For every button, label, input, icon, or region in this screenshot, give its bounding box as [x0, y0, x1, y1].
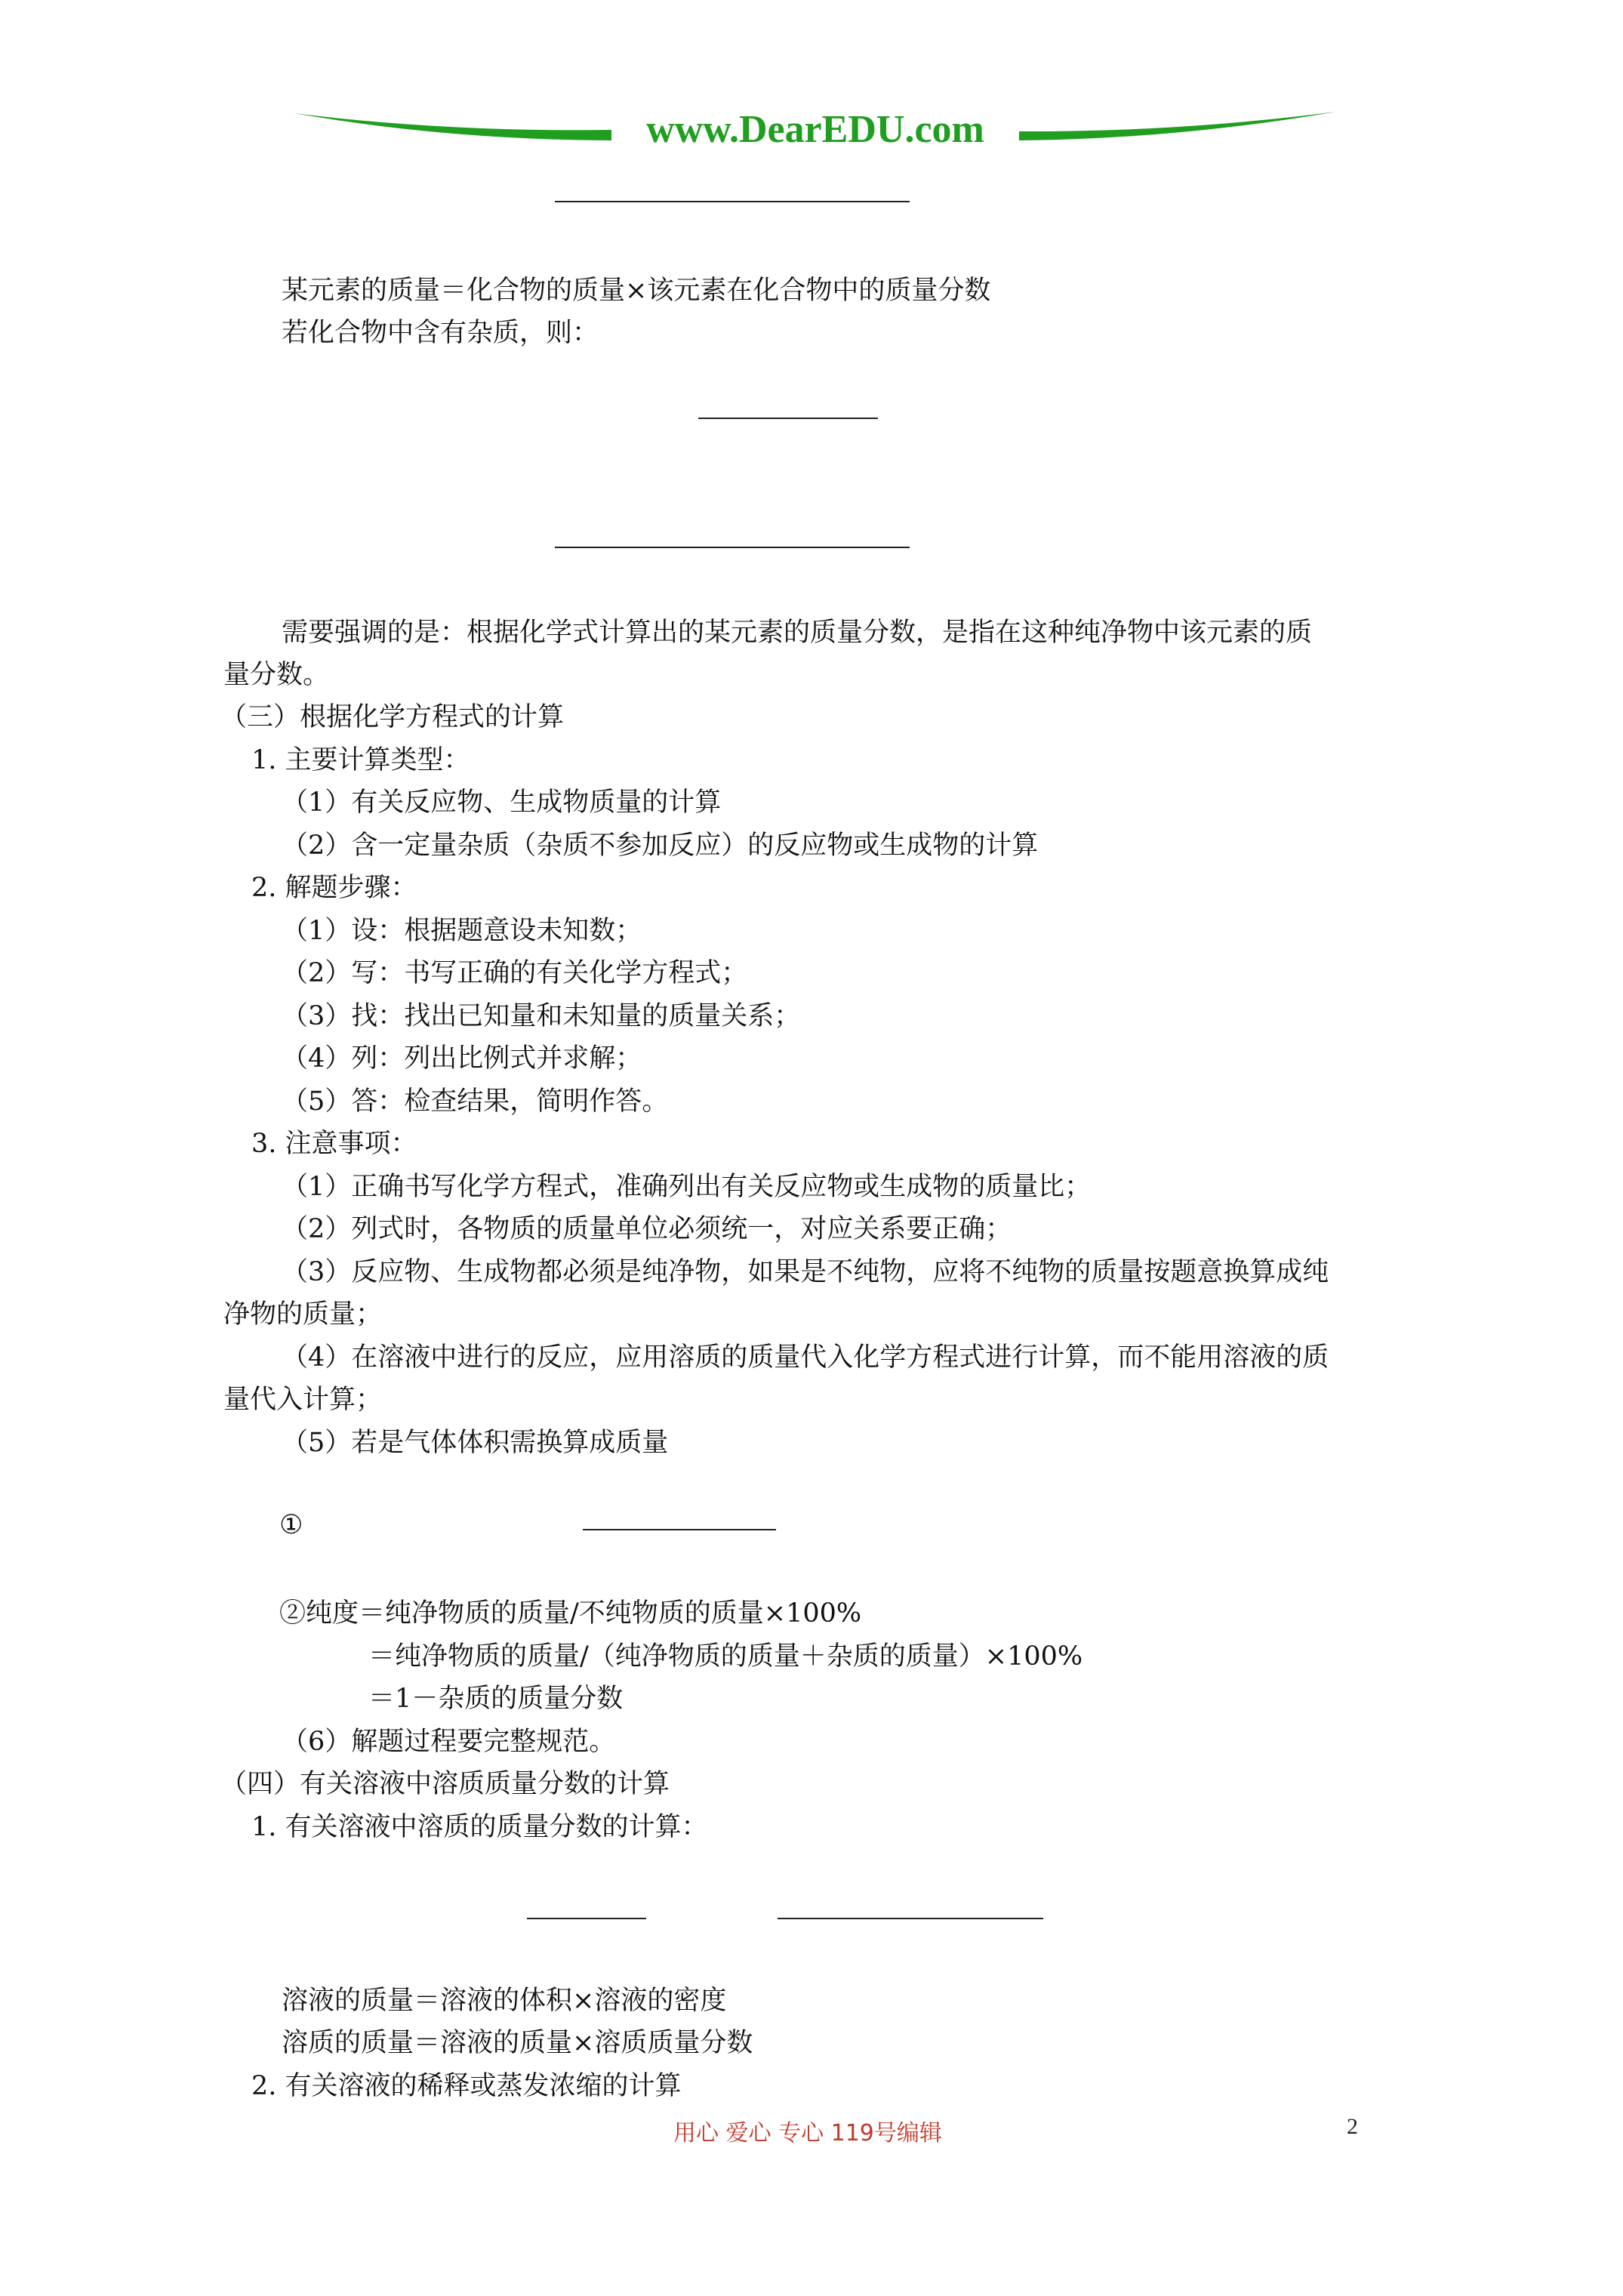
text-line: 若化合物中含有杂质，则：: [282, 318, 599, 348]
text-line: （5）答：检查结果，简明作答。: [282, 1086, 669, 1117]
deareedu-logo: [294, 98, 1336, 159]
fraction-bar: [555, 201, 910, 202]
text-line: 1. 有关溶液中溶质的质量分数的计算：: [251, 1812, 708, 1842]
text-line: （1）设：根据题意设未知数；: [282, 916, 642, 946]
text-line: （4）列：列出比例式并求解；: [282, 1043, 642, 1074]
logo-text: www.DearEDU.com: [646, 108, 984, 151]
fraction-bar: [778, 1918, 1043, 1919]
text-line: 2. 解题步骤：: [251, 873, 417, 903]
text-line: 1. 主要计算类型：: [251, 745, 470, 775]
text-line: ＝1－杂质的质量分数: [368, 1684, 624, 1714]
footer-note: 用心 爱心 专心 119号编辑: [673, 2120, 942, 2147]
fraction-bar: [527, 1918, 646, 1919]
text-line: （1）有关反应物、生成物质量的计算: [282, 787, 722, 818]
fraction-bar: [555, 547, 910, 548]
text-line: ②纯度＝纯净物质的质量/不纯物质的质量×100%: [279, 1598, 862, 1629]
text-line: 净物的质量；: [223, 1299, 383, 1330]
logo-swoosh-left: [294, 113, 611, 140]
text-line: ＝纯净物质的质量/（纯净物质的质量＋杂质的质量）×100%: [368, 1641, 1083, 1672]
text-line: （3）找：找出已知量和未知量的质量关系；: [282, 1001, 801, 1031]
section-heading: （四）有关溶液中溶质质量分数的计算: [220, 1769, 670, 1799]
text-line: 溶液的质量＝溶液的体积×溶液的密度: [282, 1986, 727, 2016]
logo-swoosh-right: [1019, 112, 1336, 140]
section-heading: （三）根据化学方程式的计算: [220, 702, 565, 732]
text-line: 量分数。: [223, 660, 330, 690]
text-line: （3）反应物、生成物都必须是纯净物，如果是不纯物，应将不纯物的质量按题意换算成纯: [282, 1257, 1329, 1287]
fraction-bar: [583, 1529, 776, 1530]
page-number: 2: [1347, 2114, 1358, 2139]
text-line: （5）若是气体体积需换算成质量: [282, 1428, 669, 1458]
text-line: （1）正确书写化学方程式，准确列出有关反应物或生成物的质量比；: [282, 1172, 1092, 1202]
text-line: 需要强调的是：根据化学式计算出的某元素的质量分数，是指在这种纯净物中该元素的质: [282, 618, 1313, 648]
text-line: （6）解题过程要完整规范。: [282, 1727, 616, 1757]
text-line: （2）含一定量杂质（杂质不参加反应）的反应物或生成物的计算: [282, 831, 1039, 861]
text-line: 2. 有关溶液的稀释或蒸发浓缩的计算: [251, 2071, 682, 2101]
text-line: 某元素的质量＝化合物的质量×该元素在化合物中的质量分数: [282, 276, 991, 306]
text-line: 量代入计算；: [223, 1385, 383, 1415]
circled-marker: ①: [279, 1510, 303, 1540]
fraction-bar: [698, 418, 878, 419]
text-line: 溶质的质量＝溶液的质量×溶质质量分数: [282, 2028, 753, 2058]
text-line: 3. 注意事项：: [251, 1129, 417, 1159]
text-line: （2）写：书写正确的有关化学方程式；: [282, 958, 748, 988]
text-line: （4）在溶液中进行的反应，应用溶质的质量代入化学方程式进行计算，而不能用溶液的质: [282, 1342, 1329, 1373]
text-line: （2）列式时，各物质的质量单位必须统一，对应关系要正确；: [282, 1214, 1012, 1244]
